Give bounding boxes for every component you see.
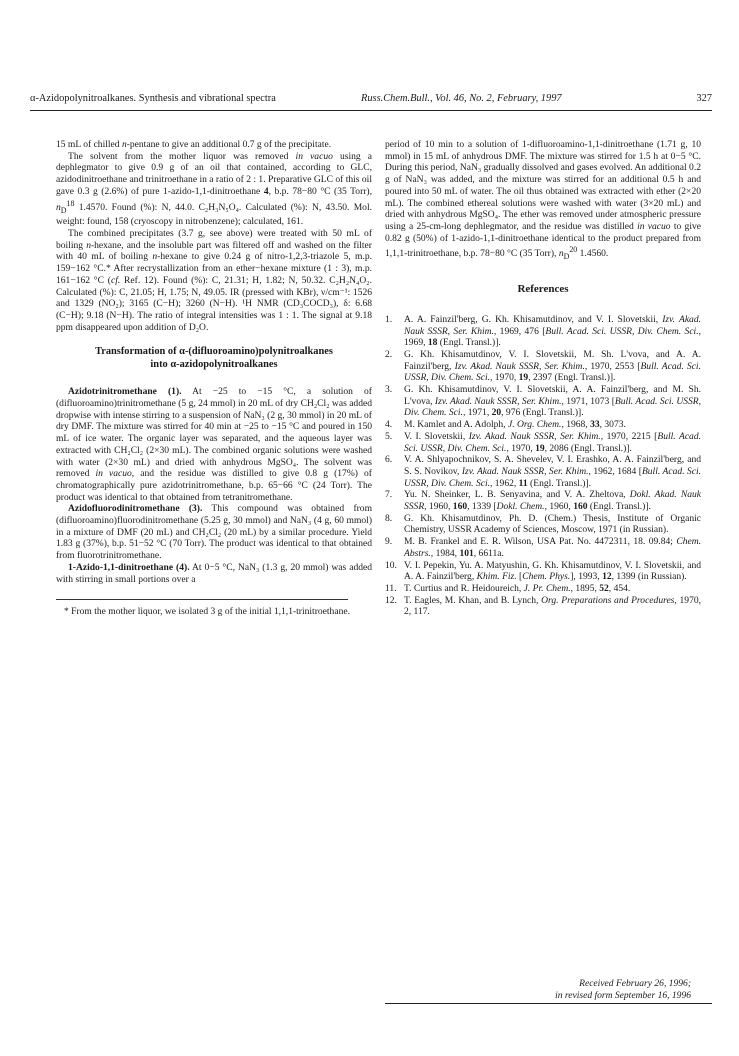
reference-text: V. I. Slovetskii, Izv. Akad. Nauk SSSR, Ser. Khim., 1970, 2215 [Bull. Acad. Sci. USSR, Div. Chem. Sci., 1970, 19, 2086 (Engl. Transl.)]. <box>404 430 701 454</box>
reference-number: 10. <box>385 559 397 571</box>
reference-text: T. Curtius and R. Heidoureich, J. Pr. Chem., 1895, 52, 454. <box>404 582 631 594</box>
reference-item <box>385 431 701 454</box>
paragraph: Azidotrinitromethane (1). At −25 to −15 °C, a solution of (difluoroamino)trinitromethane (5 g, 24 mmol) in 20 mL of dry CH₂Cl₂ was added dropwise with intense stirring to a suspension of NaN₃ (2 g, 30 mmol) in 20 mL of dry DMF. The mixture was stirred for 40 min at −25 to −15 °C and poured in 150 mL of ice water. The organic layer was separated, and the aqueous layer was extracted with CH₂Cl₂ (2×30 mL). The combined organic solutions were washed with water (2×30 mL) and dried with anhydrous MgSO₄. The solvent was removed in vacuo, and the residue was distilled to give 0.8 g (17%) of chromatographically pure azidotrinitromethane, b.p. 65−66 °C (24 Torr). The product was identical to that obtained from tetranitromethane. <box>56 386 372 503</box>
paragraph: The combined precipitates (3.7 g, see above) were treated with 50 mL of boiling n-hexane, and the insoluble part was filtered off and washed on the filter with 40 mL of boiling n-hexane to give 0.24 g of nitro-1,2,3-triazole 5, m.p. 159−162 °C.* After recrystallization from an ether−hexane mixture (1 : 3), m.p. 161−162 °C (cf. Ref. 12). Found (%): C, 21.31; H, 1.82; N, 50.32. C₂H₂N₄O₂. Calculated (%): C, 21.05; H, 1.75; N, 49.05. IR (pressed with KBr), ν/cm⁻¹: 1526 and 1329 (NO₂); 3165 (C−H); 3260 (N−H). ¹H NMR (CD₃COCD₃), δ: 6.68 (C−H); 9.18 (N−H). The ratio of integral intensities was 1 : 1. The signal at 9.18 ppm disappeared upon addition of D₂O. <box>56 228 372 333</box>
reference-text: G. Kh. Khisamutdinov, V. I. Slovetskii, A. A. Fainzil'berg, and M. Sh. L'vova, Izv. Akad. Nauk SSSR, Ser. Khim., 1971, 1073 [Bull. Acad. Sci. USSR, Div. Chem. Sci., 1971, 20, 976 (Engl. Transl.)]. <box>404 384 701 419</box>
end-rule <box>385 1003 712 1004</box>
reference-number: 6. <box>385 454 393 466</box>
running-header <box>30 93 712 109</box>
reference-number: 12. <box>385 594 397 606</box>
reference-item <box>385 454 701 489</box>
reference-text: G. Kh. Khisamutdinov, V. I. Slovetskii, M. Sh. L'vova, and A. A. Fainzil'berg, Izv. Akad. Nauk SSSR, Ser. Khim., 1970, 2553 [Bull. Acad. Sci. USSR, Div. Chem. Sci., 1970, 19, 2397 (Engl. Transl.)]. <box>404 348 701 384</box>
reference-item <box>385 419 701 431</box>
references-title: References <box>517 283 569 296</box>
reference-item <box>385 536 701 559</box>
reference-item <box>385 314 701 349</box>
reference-item <box>385 489 701 512</box>
reference-number: 5. <box>385 430 393 442</box>
reference-text: V. I. Pepekin, Yu. A. Matyushin, G. Kh. Khisamutdinov, V. I. Slovetskii, and A. A. Fainzil'berg, Khim. Fiz. [Chem. Phys.], 1993, 12, 1399 (in Russian). <box>404 559 701 583</box>
paragraph: 1-Azido-1,1-dinitroethane (4). At 0−5 °C, NaN₃ (1.3 g, 20 mmol) was added with stirring in small portions over a <box>56 561 372 585</box>
reference-number: 2. <box>385 348 393 360</box>
reference-number: 3. <box>385 384 393 396</box>
received-dates: Received February 26, 1996; in revised form September 16, 1996 <box>555 978 691 1001</box>
reference-text: V. A. Shlyapochnikov, S. A. Shevelev, V. I. Erashko, A. A. Fainzil'berg, and S. S. Novikov, Izv. Akad. Nauk SSSR, Ser. Khim., 1962, 1684 [Bull. Acad. Sci. USSR, Div. Chem. Sci., 1962, 11 (Engl. Transl.)]. <box>404 454 701 489</box>
section-title: Transformation of α-(difluoroamino)polynitroalkanes into α-azidopolynitroalkanes <box>95 346 333 370</box>
reference-item <box>385 583 701 595</box>
reference-text: M. B. Frankel and E. R. Wilson, USA Pat. No. 4472311, 18. 09.84; Chem. Abstrs., 1984, 101, 6611a. <box>404 536 701 559</box>
right-column <box>385 139 701 618</box>
reference-number: 9. <box>385 536 393 548</box>
paragraph: The solvent from the mother liquor was removed in vacuo using a dephlegmator to give 0.9 g of an oil that contained, according to GLC, azidodinitroethane and trinitroethane in a ratio of 2 : 1. Preparative GLC of this oil gave 0.3 g (2.6%) of pure 1-azido-1,1-dinitroethane 4, b.p. 78−80 °C (35 Torr), $n_D^{18}$ 1.4570. Found (%): N, 44.0. C₂H₃N₅O₄. Calculated (%): N, 43.50. Mol. weight: found, 158 (cryoscopy in nitrobenzene); calculated, 161. <box>56 150 373 228</box>
left-column <box>56 139 372 618</box>
reference-text: T. Eagles, M. Khan, and B. Lynch, Org. Preparations and Procedures, 1970, 2, 117. <box>404 594 701 618</box>
reference-text: M. Kamlet and A. Adolph, J. Org. Chem., 1968, 33, 3073. <box>404 419 626 431</box>
header-journal: Russ.Chem.Bull., Vol. 46, No. 2, February, 1997 <box>361 93 562 104</box>
paragraph: period of 10 min to a solution of 1-difluoroamino-1,1-dinitroethane (1.71 g, 10 mmol) in 15 mL of anhydrous DMF. The mixture was stirred for 1.5 h at 0−5 °C. During this period, NaN₃ gradually dissolved and gases evolved. An additional 0.2 g of NaN₃ was added, and the mixture was stirred for an additional 0.5 h and poured into 50 mL of water. The oil thus obtained was extracted with ether (2×20 mL). The combined ethereal solutions were washed with water (3×20 mL) and dried with anhydrous MgSO₄. The ether was removed under atmospheric pressure using a 25-cm-long dephlegmator, and the residue was distilled in vacuo to give 0.82 g (50%) of 1-azido-1,1-dinitroethane identical to the product prepared from 1,1,1-trinitroethane, b.p. 78−80 °C (35 Torr), $n_D^{20}$ 1.4560. <box>385 139 701 262</box>
reference-item <box>385 349 701 384</box>
reference-number: 1. <box>385 313 393 325</box>
reference-item <box>385 595 701 618</box>
footnote: * From the mother liquor, we isolated 3 g of the initial 1,1,1-trinitroethane. <box>64 606 350 618</box>
reference-item <box>385 384 701 419</box>
page-number: 327 <box>696 93 712 104</box>
header-rule <box>30 110 712 111</box>
reference-number: 8. <box>385 512 393 524</box>
reference-item <box>385 560 701 583</box>
reference-number: 7. <box>385 489 393 501</box>
header-title: α-Azidopolynitroalkanes. Synthesis and vibrational spectra <box>30 93 276 104</box>
reference-number: 11. <box>385 582 397 594</box>
footnote-rule <box>56 599 348 600</box>
reference-text: A. A. Fainzil'berg, G. Kh. Khisamutdinov, and V. I. Slovetskii, Izv. Akad. Nauk SSSR, Ser. Khim., 1969, 476 [Bull. Acad. Sci. USSR, Div. Chem. Sci., 1969, 18 (Engl. Transl.)]. <box>404 313 701 349</box>
paragraph: 15 mL of chilled n-pentane to give an additional 0.7 g of the precipitate. <box>56 139 332 150</box>
reference-text: Yu. N. Sheinker, L. B. Senyavina, and V. A. Zheltova, Dokl. Akad. Nauk SSSR, 1960, 160, 1339 [Dokl. Chem., 1960, 160 (Engl. Transl.)]. <box>404 489 701 513</box>
reference-number: 4. <box>385 419 393 431</box>
reference-list <box>385 314 701 618</box>
reference-item <box>385 513 701 536</box>
paragraph: Azidofluorodinitromethane (3). This compound was obtained from (difluoroamino)fluorodinitromethane (5.25 g, 30 mmol) and NaN₃ (4 g, 60 mmol) in a mixture of DMF (20 mL) and CH₂Cl₂ (20 mL) by a similar procedure. Yield 1.83 g (37%), b.p. 51−52 °C (70 Torr). The product was identical to that obtained from fluorotrinitromethane. <box>56 503 372 562</box>
reference-text: G. Kh. Khisamutdinov, Ph. D. (Chem.) Thesis, Institute of Organic Chemistry, USSR Academy of Sciences, Moscow, 1971 (in Russian). <box>404 512 701 536</box>
